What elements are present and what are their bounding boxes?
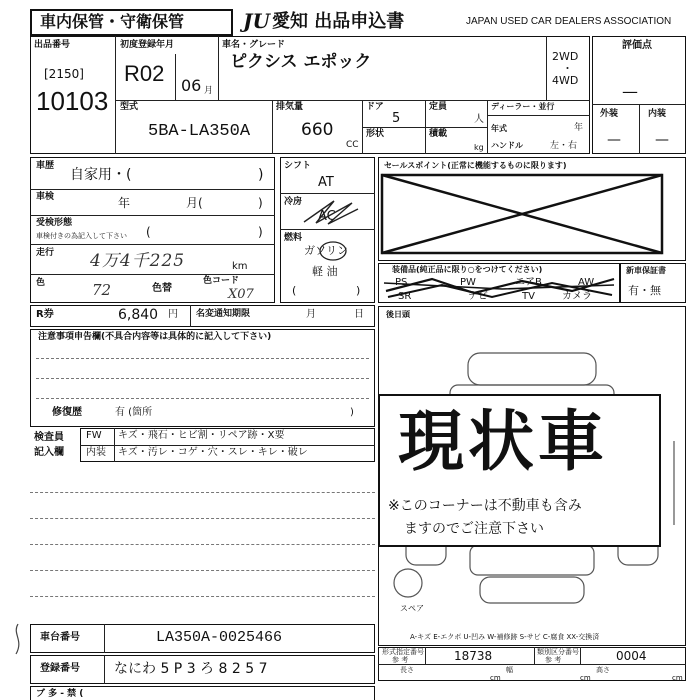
color-code-label: 色コード — [203, 276, 240, 286]
first-reg-era: R02 — [124, 61, 165, 86]
load-label: 積載 — [429, 129, 448, 139]
first-reg-month-unit: 月 — [204, 86, 214, 96]
fuel-label: 燃料 — [284, 233, 303, 243]
capacity-label: 定員 — [429, 102, 448, 112]
equipment-label: 装備品(純正品に限り○をつけてください) — [392, 265, 543, 274]
lot-sub: [2150] — [44, 67, 84, 81]
length-unit: cm — [490, 674, 501, 682]
aircon-label: 冷房 — [284, 197, 303, 207]
selling-label: セールスポイント(正常に機能するものに限ります) — [384, 161, 567, 170]
plate-label: 登録番号 — [40, 663, 80, 674]
inspector-label-2: 記入欄 — [34, 447, 64, 458]
lot-number: 10103 — [36, 86, 109, 116]
displacement-value: 660 — [301, 120, 334, 140]
inspection-sub: 車検付きの為記入して下さい — [36, 232, 127, 240]
handle-label: ハンドル — [491, 141, 523, 150]
displacement-unit: CC — [346, 140, 359, 150]
repair-history-label: 修復歴 — [52, 407, 82, 418]
class-value: 0004 — [616, 649, 647, 663]
score-label: 評価点 — [622, 40, 652, 51]
class-label: 類別区分番号 — [537, 648, 579, 656]
recycle-unit: 円 — [168, 309, 178, 320]
length-label: 長さ — [400, 666, 414, 674]
margin-mark — [8, 620, 28, 660]
color-change-label: 色替 — [152, 283, 172, 294]
history-value: 自家用・( — [70, 167, 132, 183]
bottom-text: ブ 多 - 禁 ( — [36, 689, 84, 699]
type-num-label: 形式指定番号 — [382, 648, 424, 656]
equip-navi: ナビ — [468, 291, 488, 302]
shaken-close: ) — [258, 196, 263, 210]
storage-stamp-text: 車内保管・守衛保管 — [40, 12, 185, 31]
class-ref: 参 考 — [545, 656, 562, 664]
shaken-label: 車検 — [36, 192, 55, 202]
color-code-value: X07 — [228, 287, 254, 302]
tax-label: 名変通知期限 — [196, 309, 251, 319]
equip-pw: PW — [460, 277, 476, 288]
chassis-value: LA350A-0025466 — [156, 629, 283, 646]
warranty-value: 有・無 — [628, 284, 661, 297]
mileage-value: 4万4千225 — [90, 251, 186, 271]
mileage-label: 走行 — [36, 248, 55, 258]
car-name-label: 車名・グレード — [222, 40, 286, 50]
notes-label: 注意事項申告欄(不具合内容等は具体的に記入して下さい) — [38, 332, 272, 342]
recycle-value: 6,840 — [118, 307, 159, 323]
height-unit: cm — [672, 674, 683, 682]
inspection-label: 受検形態 — [36, 218, 73, 228]
as-is-notice-sub2: ますのでご注意下さい — [404, 521, 544, 537]
type-num-ref: 参 考 — [392, 656, 409, 664]
plate-value: なにわ 5 P 3 ろ 8 2 5 7 — [114, 661, 268, 677]
spare-label: スペア — [400, 604, 424, 613]
load-unit: kg — [474, 143, 484, 152]
shift-value: AT — [318, 175, 334, 190]
selling-crossout — [378, 171, 668, 257]
fuel-open: ( — [292, 284, 297, 297]
inspector-in-items: キズ・汚レ・コゲ・穴・スレ・キレ・破レ — [118, 447, 308, 458]
equip-sr: SR — [398, 291, 412, 302]
color-value: 72 — [92, 281, 112, 299]
handle-options: 左・右 — [550, 141, 578, 151]
doors-label: ドア — [366, 102, 384, 112]
tax-day: 日 — [354, 309, 364, 320]
shaken-year: 年 — [118, 196, 131, 210]
width-label: 幅 — [506, 666, 513, 674]
interior-label: 内装 — [648, 109, 667, 119]
first-reg-label: 初度登録年月 — [120, 40, 175, 50]
drive-4wd: 4WD — [552, 74, 579, 87]
repair-history-close: ) — [350, 407, 354, 418]
car-name-value: ピクシス エポック — [230, 52, 372, 72]
chassis-label: 車台番号 — [40, 632, 80, 643]
doors-value: 5 — [392, 111, 401, 126]
inspector-in: 内装 — [86, 447, 106, 458]
form-subtitle: JAPAN USED CAR DEALERS ASSOCIATION — [466, 16, 672, 27]
aircon-scribble — [300, 197, 362, 227]
fuel-gas-circle — [318, 240, 348, 262]
displacement-label: 排気量 — [276, 102, 304, 112]
inspection-open: ( — [146, 225, 151, 239]
aircon-value: AC — [318, 209, 336, 224]
model-label: 型式 — [120, 102, 139, 112]
capacity-unit: 人 — [474, 114, 484, 125]
interior-score: — — [655, 132, 669, 148]
equip-airbag: エアB — [515, 277, 542, 288]
inspection-close: ) — [258, 225, 263, 239]
model-value: 5BA-LA350A — [148, 122, 251, 141]
as-is-notice-sub1: ※このコーナーは不動車も含み — [388, 498, 582, 514]
dealer-label: ディーラー・並行 — [491, 102, 555, 111]
history-close: ) — [258, 167, 264, 183]
equip-aw: AW — [578, 277, 595, 288]
ju-logo: JU — [243, 9, 270, 33]
drive-dot: ・ — [562, 62, 573, 75]
inspector-fw-items: キズ・飛石・ヒビ割・リペア跡・X要 — [118, 430, 285, 441]
form-title: 愛知 出品申込書 — [272, 11, 405, 32]
dealer-year-unit: 年 — [574, 123, 584, 133]
fuel-diesel: 軽 油 — [312, 265, 338, 278]
score-dash: — — [622, 82, 638, 101]
exterior-label: 外装 — [600, 109, 619, 119]
first-reg-month: 06 — [181, 76, 202, 95]
tax-month: 月 — [306, 309, 316, 320]
mileage-unit: km — [232, 261, 248, 272]
shift-label: シフト — [284, 161, 312, 171]
color-label: 色 — [36, 278, 46, 288]
fuel-gas: ガソリン — [304, 244, 348, 257]
equip-ps: PS — [395, 277, 408, 288]
width-unit: cm — [580, 674, 591, 682]
as-is-notice-main: 現状車 — [398, 403, 608, 480]
recycle-label: R券 — [36, 309, 54, 320]
inspector-label-1: 検査員 — [34, 432, 64, 443]
lot-number-label: 出品番号 — [34, 40, 71, 50]
equip-camera: カメラ — [562, 291, 592, 302]
diagram-label: 後日頭 — [386, 310, 410, 319]
warranty-label: 新車保証書 — [626, 266, 666, 275]
exterior-score: — — [607, 132, 621, 148]
shape-label: 形状 — [366, 129, 385, 139]
equip-tv: TV — [522, 291, 535, 302]
inspector-fw: FW — [86, 430, 102, 441]
repair-history-value: 有 (箇所 — [115, 407, 153, 418]
equipment-scribble — [382, 273, 617, 301]
type-num-value: 18738 — [454, 649, 493, 663]
damage-legend: A-キズ E-エクボ U-凹み W-補修跡 S-サビ C-腐食 XX-交換済 — [410, 633, 600, 641]
history-label: 車歴 — [36, 161, 55, 171]
dealer-year-label: 年式 — [491, 124, 507, 133]
drive-2wd: 2WD — [552, 50, 579, 63]
fuel-close: ) — [356, 284, 361, 297]
shaken-month: 月( — [186, 196, 203, 210]
height-label: 高さ — [596, 666, 610, 674]
